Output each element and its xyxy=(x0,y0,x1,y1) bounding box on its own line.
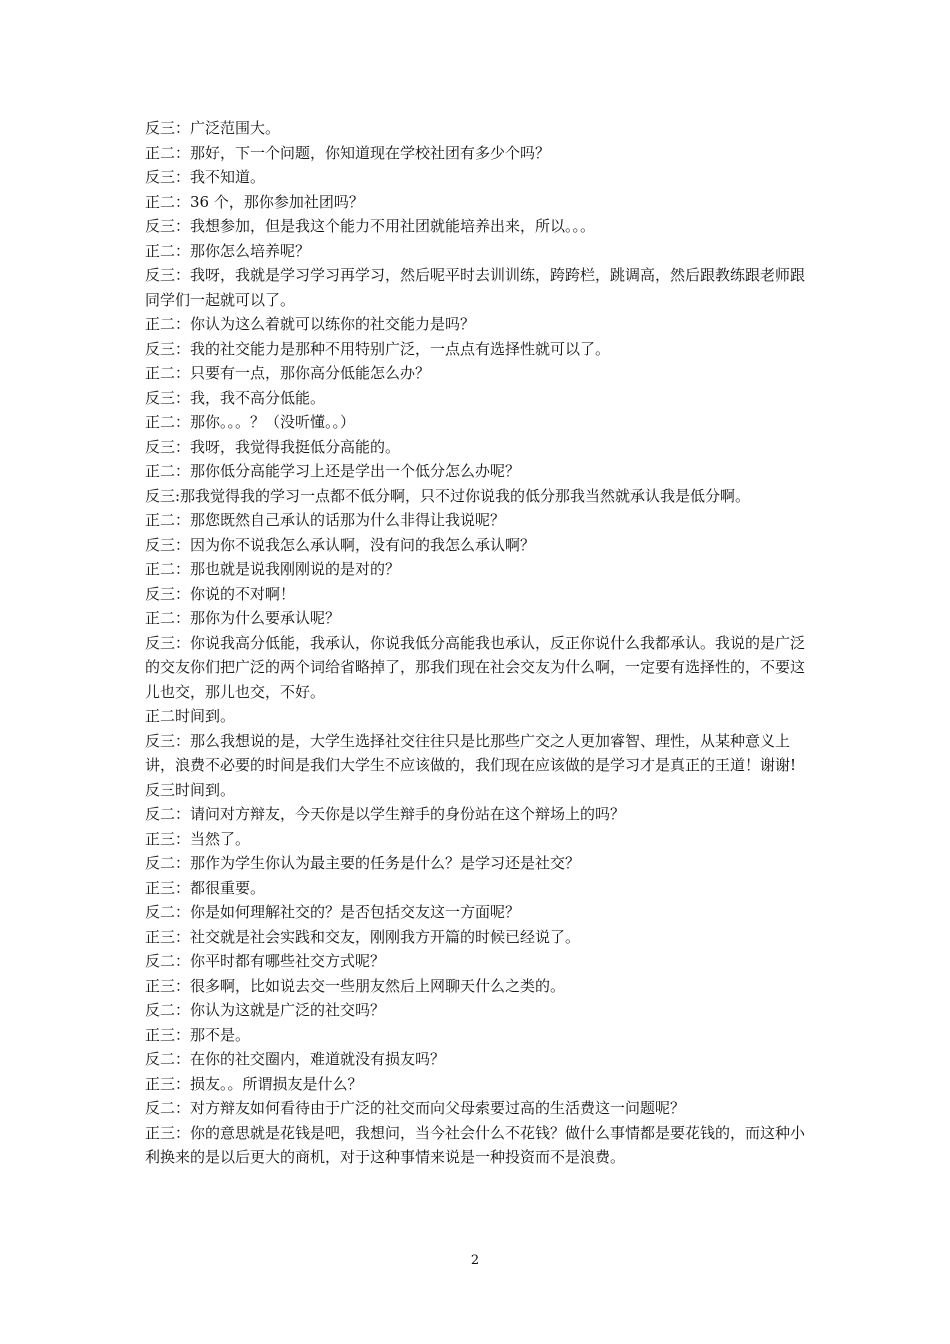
paragraph: 反二：对方辩友如何看待由于广泛的社交而向父母索要过高的生活费这一问题呢？ xyxy=(145,1099,686,1117)
paragraph: 反三：那么我想说的是，大学生选择社交往往只是比那些广交之人更加睿智、理性，从某种意义上讲，浪费不必要的时间是我们大学生不应该做的，我们现在应该做的是学习才是真正的王道！谢谢! xyxy=(145,731,797,774)
paragraph: 正三：损友。。所谓损友是什么？ xyxy=(145,1074,363,1093)
paragraph: 反二：你是如何理解社交的？是否包括交友这一方面呢？ xyxy=(145,903,521,921)
paragraph: 正二时间到。 xyxy=(145,707,236,725)
paragraph: 反三：广泛范围大。 xyxy=(145,119,281,137)
paragraph: 反三：你说的不对啊！ xyxy=(145,584,296,603)
paragraph: 正三：社交就是社会实践和交友，刚刚我方开篇的时候已经说了。 xyxy=(145,927,581,946)
paragraph: 正二：那你怎么培养呢？ xyxy=(145,241,311,260)
paragraph: 反三：我的社交能力是那种不用特别广泛，一点点有选择性就可以了。 xyxy=(145,339,611,358)
paragraph: 反三：你说我高分低能，我承认，你说我低分高能我也承认，反正你说什么我都承认。我说的是广泛的交友你们把广泛的两个词给省略掉了，那我们现在社会交友为什么啊，一定要有选择性的，不要这儿也交，那儿也交，不好。 xyxy=(145,633,806,701)
paragraph: 反三时间到。 xyxy=(145,780,236,799)
paragraph: 正三：那不是。 xyxy=(145,1025,251,1044)
paragraph: 正二：那也就是说我刚刚说的是对的？ xyxy=(145,560,401,578)
paragraph: 正二：只要有一点，那你高分低能怎么办？ xyxy=(145,364,431,382)
paragraph: 正二：那你。。。？（没听懂。。） xyxy=(145,413,356,431)
paragraph: 正二：那好，下一个问题，你知道现在学校社团有多少个吗？ xyxy=(145,143,551,162)
paragraph: 正二：那你低分高能学习上还是学出一个低分怎么办呢？ xyxy=(145,462,521,480)
paragraph: 反三：我想参加，但是我这个能力不用社团就能培养出来，所以。。。 xyxy=(145,217,596,235)
paragraph: 反二：请问对方辩友，今天你是以学生辩手的身份站在这个辩场上的吗？ xyxy=(145,805,626,823)
paragraph: 反二：在你的社交圈内，难道就没有损友吗？ xyxy=(145,1050,446,1068)
page-number: 2 xyxy=(470,1253,480,1268)
paragraph: 正三：都很重要。 xyxy=(145,878,266,897)
paragraph: 反二：你平时都有哪些社交方式呢？ xyxy=(145,952,386,970)
paragraph: 反三：我呀，我觉得我挺低分高能的。 xyxy=(145,437,401,456)
paragraph: 正三：当然了。 xyxy=(145,829,251,848)
paragraph: 正二：那您既然自己承认的话那为什么非得让我说呢？ xyxy=(145,511,506,529)
paragraph: 正三：很多啊，比如说去交一些朋友然后上网聊天什么之类的。 xyxy=(145,976,566,995)
paragraph: 正二：那你为什么要承认呢？ xyxy=(145,609,341,627)
paragraph: 反三：我不知道。 xyxy=(145,168,266,186)
paragraph: 反二：你认为这就是广泛的社交吗？ xyxy=(145,1001,386,1019)
paragraph: 正二：你认为这么着就可以练你的社交能力是吗？ xyxy=(145,315,476,333)
paragraph: 反三：我，我不高分低能。 xyxy=(145,388,326,407)
paragraph: 反二：那作为学生你认为最主要的任务是什么？是学习还是社交？ xyxy=(145,854,581,872)
paragraph: 反三：我呀，我就是学习学习再学习，然后呢平时去训训练，跨跨栏，跳调高，然后跟教练跟老师跟同学们一起就可以了。 xyxy=(145,266,806,309)
paragraph: 反三：因为你不说我怎么承认啊，没有问的我怎么承认啊？ xyxy=(145,535,536,554)
paragraph: 正三：你的意思就是花钱是吧，我想问，当今社会什么不花钱？做什么事情都是要花钱的，而这种小利换来的是以后更大的商机，对于这种事情来说是一种投资而不是浪费。 xyxy=(145,1123,806,1166)
debate-transcript xyxy=(145,116,810,1170)
paragraph: 正二：36 个，那你参加社团吗？ xyxy=(145,192,364,211)
paragraph: 反三:那我觉得我的学习一点都不低分啊，只不过你说我的低分那我当然就承认我是低分啊。 xyxy=(145,486,751,505)
